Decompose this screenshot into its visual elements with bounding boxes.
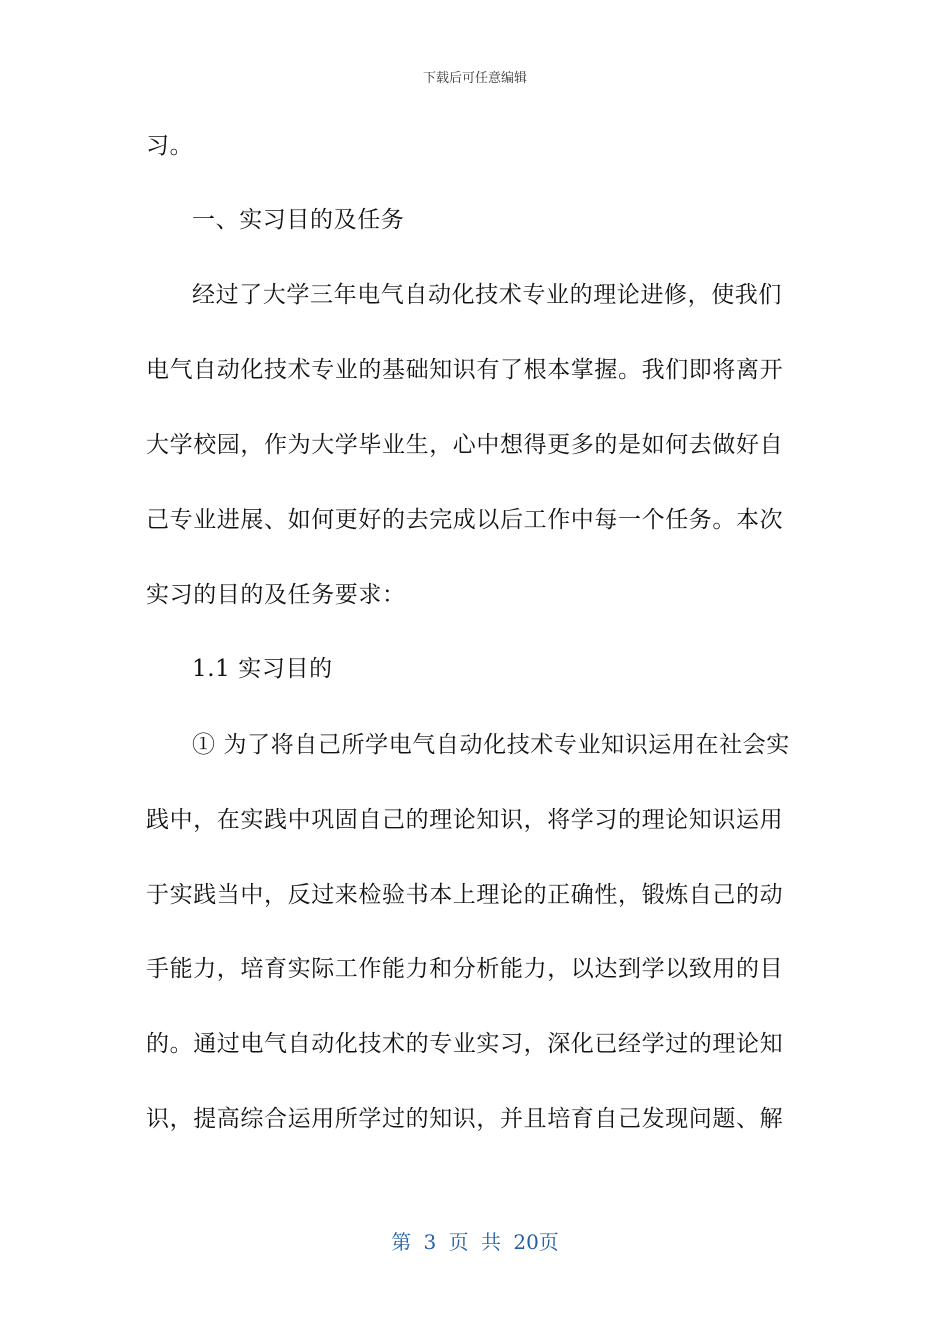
- section-heading: 一、实习目的及任务: [192, 207, 405, 233]
- body-line-9: ① 为了将自己所学电气自动化技术专业知识运用在社会实: [192, 732, 790, 758]
- body-line-4: 电气自动化技术专业的基础知识有了根本掌握。我们即将离开: [146, 357, 784, 383]
- body-line-14: 识，提高综合运用所学过的知识，并且培育自己发现问题、解: [146, 1106, 784, 1132]
- body-line-10: 践中，在实践中巩固自己的理论知识，将学习的理论知识运用: [146, 807, 784, 833]
- body-line-11: 于实践当中，反过来检验书本上理论的正确性，锻炼自己的动: [146, 882, 784, 908]
- body-line-12: 手能力，培育实际工作能力和分析能力，以达到学以致用的目: [146, 956, 784, 982]
- subsection-heading: 1.1 实习目的: [192, 656, 333, 682]
- body-line-7: 实习的目的及任务要求：: [146, 582, 406, 608]
- header-note: 下载后可任意编辑: [422, 71, 527, 86]
- page-number-footer: 第 3 页 共 20页: [391, 1230, 559, 1254]
- body-line-3: 经过了大学三年电气自动化技术专业的理论进修，使我们: [192, 282, 782, 308]
- body-line-13: 的。通过电气自动化技术的专业实习，深化已经学过的理论知: [146, 1031, 784, 1057]
- body-line-5: 大学校园，作为大学毕业生，心中想得更多的是如何去做好自: [146, 432, 784, 458]
- body-line-1: 习。: [146, 133, 194, 159]
- body-line-6: 己专业进展、如何更好的去完成以后工作中每一个任务。本次: [146, 507, 784, 533]
